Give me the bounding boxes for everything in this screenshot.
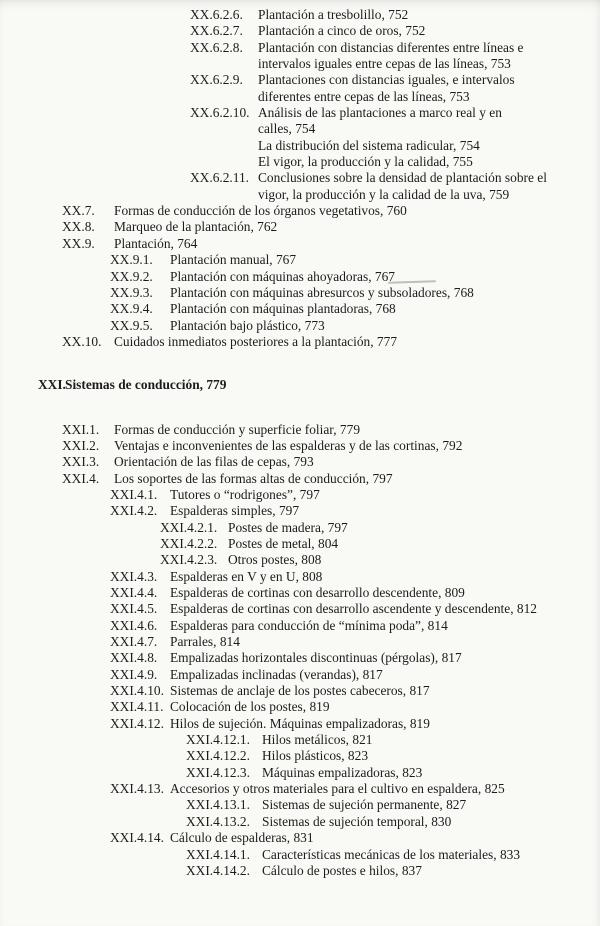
toc-entry — [0, 683, 560, 699]
toc-entry — [0, 487, 560, 503]
toc-entry-title: Orientación de las filas de cepas, — [114, 454, 291, 470]
toc-entry-page: 814 — [424, 617, 448, 633]
toc-entry-number: XXI.4.2. — [110, 503, 158, 519]
toc-entry-page: 808 — [298, 568, 323, 584]
toc-entry — [0, 748, 560, 764]
toc-entry-text — [262, 748, 560, 764]
toc-entry-number: XXI.4.3. — [110, 568, 158, 584]
toc-entry-title: Plantación con distancias diferentes entre líneas e intervalos iguales entre cepas de las líneas, — [258, 39, 524, 72]
toc-entry-page: 754 — [291, 121, 316, 137]
toc-entry — [0, 422, 560, 438]
toc-entry-page: 817 — [359, 666, 383, 682]
toc-entry-number: XXI.4.1. — [110, 486, 158, 502]
toc-entry-number: XXI.4.12.3. — [186, 764, 250, 780]
toc-entry — [0, 269, 560, 285]
toc-entry-title: Conclusiones sobre la densidad de plantación sobre el vigor, la producción y la calidad de la uva, — [258, 170, 547, 202]
toc-entry-text — [258, 23, 560, 39]
toc-entry-title: Sistemas de conducción, — [65, 377, 204, 393]
toc-entry-page: 797 — [369, 470, 393, 486]
toc-entry-page: 817 — [406, 683, 430, 699]
toc-entry-number: XXI.4.14. — [110, 830, 164, 846]
toc-entry-page: 753 — [446, 88, 470, 104]
toc-entry-number: XXI.1. — [62, 421, 100, 437]
toc-entry-page: 804 — [314, 535, 339, 551]
toc-entry-text — [258, 154, 560, 170]
toc-entry — [0, 170, 560, 203]
toc-entry-page: 768 — [372, 301, 396, 317]
toc-entry — [0, 520, 560, 536]
toc-entry-page: 777 — [373, 333, 398, 349]
toc-entry-title: Los soportes de las formas altas de conducción, — [114, 470, 370, 486]
toc-entry — [0, 847, 560, 863]
toc-entry-title: Hilos metálicos, — [262, 732, 350, 748]
toc-entry-page: 833 — [496, 846, 521, 862]
toc-entry — [0, 301, 560, 317]
toc-entry-number: XXI. — [38, 377, 66, 393]
toc-entry-number: XXI.4.8. — [110, 650, 158, 666]
toc-entry — [0, 699, 560, 715]
toc-entry-title: Tutores o “rodrigones”, — [170, 486, 297, 502]
toc-entry-page: 768 — [450, 284, 474, 300]
toc-entry-title: Análisis de las plantaciones a marco real y en calles, — [258, 105, 502, 137]
toc-entry-number: XX.6.2.11. — [190, 170, 250, 186]
toc-entry-text — [258, 40, 560, 73]
toc-entry — [0, 863, 560, 879]
toc-entry-page: 754 — [456, 137, 480, 153]
toc-entry-text — [170, 285, 560, 301]
toc-entry-title: Plantación a tresbolillo, — [258, 7, 385, 22]
toc-entry-number: XXI.4.5. — [110, 601, 158, 617]
toc-entry-page: 797 — [324, 519, 348, 535]
toc-entry-title: Plantación con máquinas ahoyadoras, — [170, 268, 372, 284]
toc-entry — [0, 536, 560, 552]
toc-entry-page: 808 — [297, 552, 322, 568]
toc-entry-text — [65, 377, 560, 393]
toc-entry-number: XXI.2. — [62, 437, 100, 453]
toc-entry-number: XXI.4.11. — [110, 699, 164, 715]
toc-entry-title: Otros postes, — [228, 552, 298, 568]
toc-entry — [0, 634, 560, 650]
toc-entry — [0, 552, 560, 568]
toc-entry-number: XXI.4.6. — [110, 617, 158, 633]
toc-entry-page: 821 — [349, 732, 373, 748]
toc-entry-page: 797 — [296, 486, 320, 502]
toc-entry-page: 760 — [383, 203, 407, 219]
toc-entry-page: 752 — [401, 23, 426, 39]
toc-entry-text — [258, 105, 560, 138]
toc-entry — [0, 318, 560, 334]
toc-entry-title: Hilos de sujeción. Máquinas empalizadoras, — [170, 715, 407, 731]
toc-entry-title: Sistemas de sujeción temporal, — [262, 813, 428, 829]
toc-entry-title: Parrales, — [170, 634, 217, 650]
toc-entry-number: XX.7. — [62, 203, 95, 219]
toc-entry-text — [170, 634, 560, 650]
toc-entry-page: 752 — [384, 7, 409, 22]
toc-entry-title: Empalizadas horizontales discontinuas (pérgolas), — [170, 650, 439, 666]
toc-entry-text — [170, 650, 560, 666]
toc-entry-number: XXI.4. — [62, 470, 100, 486]
toc-entry-number: XXI.4.2.2. — [160, 535, 218, 551]
toc-entry — [0, 765, 560, 781]
toc-entry — [0, 454, 560, 470]
toc-entry-number: XXI.4.13. — [110, 781, 164, 797]
toc-entry — [0, 601, 560, 617]
toc-entry-number: XXI.3. — [62, 454, 100, 470]
toc-entry-text — [170, 699, 560, 715]
toc-entry — [0, 781, 560, 797]
toc-entry — [0, 716, 560, 732]
toc-entry-title: Espalderas para conducción de “mínima poda”, — [170, 617, 425, 633]
toc-entry-page: 817 — [438, 650, 462, 666]
toc-entry-page: 830 — [427, 813, 452, 829]
toc-entry-text — [114, 438, 560, 454]
toc-entry-title: Características mecánicas de los materiales, — [262, 846, 497, 862]
toc-entry-page: 823 — [344, 748, 369, 764]
toc-entry-title: Sistemas de sujeción permanente, — [262, 797, 443, 813]
toc-entry-text — [262, 814, 560, 830]
toc-entry-page: 762 — [253, 219, 278, 235]
toc-entry-title: Marqueo de la plantación, — [114, 219, 254, 235]
toc-entry-page: 755 — [449, 154, 473, 170]
toc-entry-title: Espalderas simples, — [170, 503, 276, 519]
toc-entry-text — [170, 781, 560, 797]
toc-entry-page: 831 — [290, 830, 314, 846]
toc-entry-text — [170, 487, 560, 503]
toc-entry-text — [262, 847, 560, 863]
toc-entry-text — [170, 830, 560, 846]
toc-entry-title: Postes de madera, — [228, 519, 325, 535]
toc-entry — [0, 618, 560, 634]
toc-entry — [0, 503, 560, 519]
toc-entry-number: XX.9.4. — [110, 301, 153, 317]
toc-entry — [0, 285, 560, 301]
toc-entry-number: XXI.4.13.1. — [186, 797, 250, 813]
toc-entry — [0, 252, 560, 268]
toc-entry-text — [170, 618, 560, 634]
toc-entry-number: XX.8. — [62, 219, 95, 235]
toc-entry-number: XX.9. — [62, 235, 95, 251]
toc-entry-title: Cálculo de postes e hilos, — [262, 862, 399, 878]
toc-entry-title: Plantación con máquinas abresurcos y subsoladores, — [170, 284, 451, 300]
toc-entry — [0, 830, 560, 846]
toc-entry-title: Formas de conducción y superficie foliar, — [114, 421, 337, 437]
toc-entry-text — [228, 552, 560, 568]
toc-entry-text — [262, 765, 560, 781]
toc-entry-number: XXI.4.9. — [110, 666, 158, 682]
toc-entry-title: Plantación a cinco de oros, — [258, 23, 402, 39]
toc-entry-title: Hilos plásticos, — [262, 748, 345, 764]
toc-entry-text — [228, 536, 560, 552]
toc-entry-page: 779 — [336, 421, 361, 437]
toc-entry — [0, 236, 560, 252]
toc-entry-number: XXI.4.14.1. — [186, 846, 250, 862]
toc-entry-number: XXI.4.4. — [110, 585, 158, 600]
toc-entry-number: XXI.4.12.2. — [186, 748, 250, 764]
toc-entry-page: 812 — [513, 601, 537, 617]
toc-entry — [0, 40, 560, 73]
toc-entry-page: 779 — [203, 377, 227, 393]
toc-entry-text — [170, 716, 560, 732]
toc-entry-text — [262, 797, 560, 813]
toc-entry-text — [170, 301, 560, 317]
toc-entry-text — [114, 334, 560, 350]
toc-list — [0, 7, 560, 879]
toc-entry-number: XX.9.1. — [110, 252, 153, 268]
toc-entry-title: Espalderas de cortinas con desarrollo ascendente y descendente, — [170, 601, 514, 617]
toc-entry — [0, 585, 560, 601]
toc-entry-title: Formas de conducción de los órganos vegetativos, — [114, 203, 384, 219]
toc-entry-text — [262, 863, 560, 879]
toc-entry — [0, 814, 560, 830]
toc-entry-text — [114, 454, 560, 470]
toc-entry-page: 819 — [306, 699, 330, 715]
toc-entry-text — [170, 585, 560, 601]
toc-entry-page: 764 — [173, 235, 198, 251]
toc-entry-page: 827 — [442, 797, 467, 813]
toc-entry-text — [114, 219, 560, 235]
toc-entry-number: XXI.4.2.3. — [160, 552, 218, 568]
toc-entry-text — [114, 236, 560, 252]
toc-entry-number: XXI.4.7. — [110, 634, 158, 650]
toc-entry-page: 837 — [398, 862, 422, 878]
toc-entry-number: XX.9.2. — [110, 268, 153, 284]
toc-entry-title: Colocación de los postes, — [170, 699, 307, 715]
toc-entry-number: XX.6.2.6. — [190, 7, 243, 22]
toc-entry-text — [170, 252, 560, 268]
toc-entry — [0, 377, 560, 393]
toc-entry — [0, 105, 560, 138]
toc-entry — [0, 203, 560, 219]
toc-entry-number: XXI.4.2.1. — [160, 519, 218, 535]
toc-entry-text — [170, 601, 560, 617]
toc-entry-page: 759 — [485, 186, 510, 202]
toc-entry-number: XX.9.5. — [110, 317, 153, 333]
toc-entry — [0, 7, 560, 23]
toc-entry-number: XXI.4.14.2. — [186, 862, 250, 878]
toc-entry-number: XXI.4.12.1. — [186, 732, 250, 748]
toc-entry-title: Plantación bajo plástico, — [170, 317, 302, 333]
toc-entry-number: XXI.4.12. — [110, 715, 164, 731]
toc-entry — [0, 154, 560, 170]
toc-entry-number: XX.6.2.9. — [190, 72, 243, 88]
toc-entry-text — [114, 203, 560, 219]
toc-entry — [0, 334, 560, 350]
toc-entry — [0, 667, 560, 683]
toc-entry-number: XXI.4.13.2. — [186, 813, 250, 829]
toc-entry-number: XX.6.2.8. — [190, 39, 243, 55]
toc-entry-title: Ventajas e inconvenientes de las espalderas y de las cortinas, — [114, 437, 439, 453]
toc-entry-title: La distribución del sistema radicular, — [258, 137, 457, 153]
toc-entry — [0, 23, 560, 39]
toc-entry-text — [170, 569, 560, 585]
toc-entry-page: 753 — [487, 56, 511, 72]
toc-entry-text — [258, 72, 560, 105]
toc-entry-page: 823 — [398, 764, 423, 780]
toc-entry-title: Sistemas de anclaje de los postes cabeceros, — [170, 683, 407, 699]
toc-entry-title: Empalizadas inclinadas (verandas), — [170, 666, 360, 682]
toc-entry-title: Cálculo de espalderas, — [170, 830, 291, 846]
toc-entry — [0, 219, 560, 235]
toc-entry-title: Plantaciones con distancias iguales, e intervalos diferentes entre cepas de las líneas, — [258, 72, 515, 104]
toc-entry — [0, 650, 560, 666]
toc-entry-text — [170, 269, 560, 285]
toc-entry-page: 793 — [290, 454, 314, 470]
toc-entry-title: Espalderas en V y en U, — [170, 568, 299, 584]
toc-entry — [0, 569, 560, 585]
toc-entry-title: Plantación, — [114, 235, 174, 251]
toc-entry-text — [114, 471, 560, 487]
toc-entry-title: Espalderas de cortinas con desarrollo descendente, — [170, 585, 442, 600]
toc-entry-number: XX.6.2.10. — [190, 105, 250, 121]
toc-entry — [0, 732, 560, 748]
toc-entry-text — [170, 667, 560, 683]
toc-entry-page: 814 — [216, 634, 240, 650]
toc-entry — [0, 797, 560, 813]
toc-entry-text — [170, 503, 560, 519]
toc-entry-page: 809 — [441, 585, 465, 600]
toc-entry-page: 792 — [438, 437, 463, 453]
toc-entry-text — [258, 170, 560, 203]
toc-entry-text — [228, 520, 560, 536]
toc-entry-title: Cuidados inmediatos posteriores a la plantación, — [114, 333, 374, 349]
toc-entry-title: Plantación manual, — [170, 252, 273, 268]
toc-entry-title: El vigor, la producción y la calidad, — [258, 154, 450, 170]
toc-entry-page: 797 — [275, 503, 300, 519]
toc-entry-number: XX.9.3. — [110, 284, 153, 300]
toc-entry-number: XX.6.2.7. — [190, 23, 243, 39]
toc-entry — [0, 138, 560, 154]
toc-entry-number: XX.10. — [62, 333, 102, 349]
toc-entry-title: Máquinas empalizadoras, — [262, 764, 399, 780]
toc-entry-title: Accesorios y otros materiales para el cultivo en espaldera, — [170, 781, 482, 797]
toc-entry — [0, 438, 560, 454]
toc-entry-page: 773 — [301, 317, 325, 333]
toc-entry-text — [262, 732, 560, 748]
toc-entry-text — [170, 318, 560, 334]
toc-entry-page: 767 — [272, 252, 297, 268]
toc-entry-title: Postes de metal, — [228, 535, 315, 551]
toc-entry-title: Plantación con máquinas plantadoras, — [170, 301, 373, 317]
toc-entry — [0, 471, 560, 487]
toc-entry-number: XXI.4.10. — [110, 683, 164, 699]
toc-entry-text — [258, 7, 560, 23]
toc-entry-page: 767 — [371, 268, 395, 284]
toc-entry — [0, 72, 560, 105]
toc-entry-text — [114, 422, 560, 438]
toc-entry-page: 825 — [481, 781, 505, 797]
toc-entry-text — [258, 138, 560, 154]
toc-entry-page: 819 — [406, 715, 430, 731]
toc-entry-text — [170, 683, 560, 699]
